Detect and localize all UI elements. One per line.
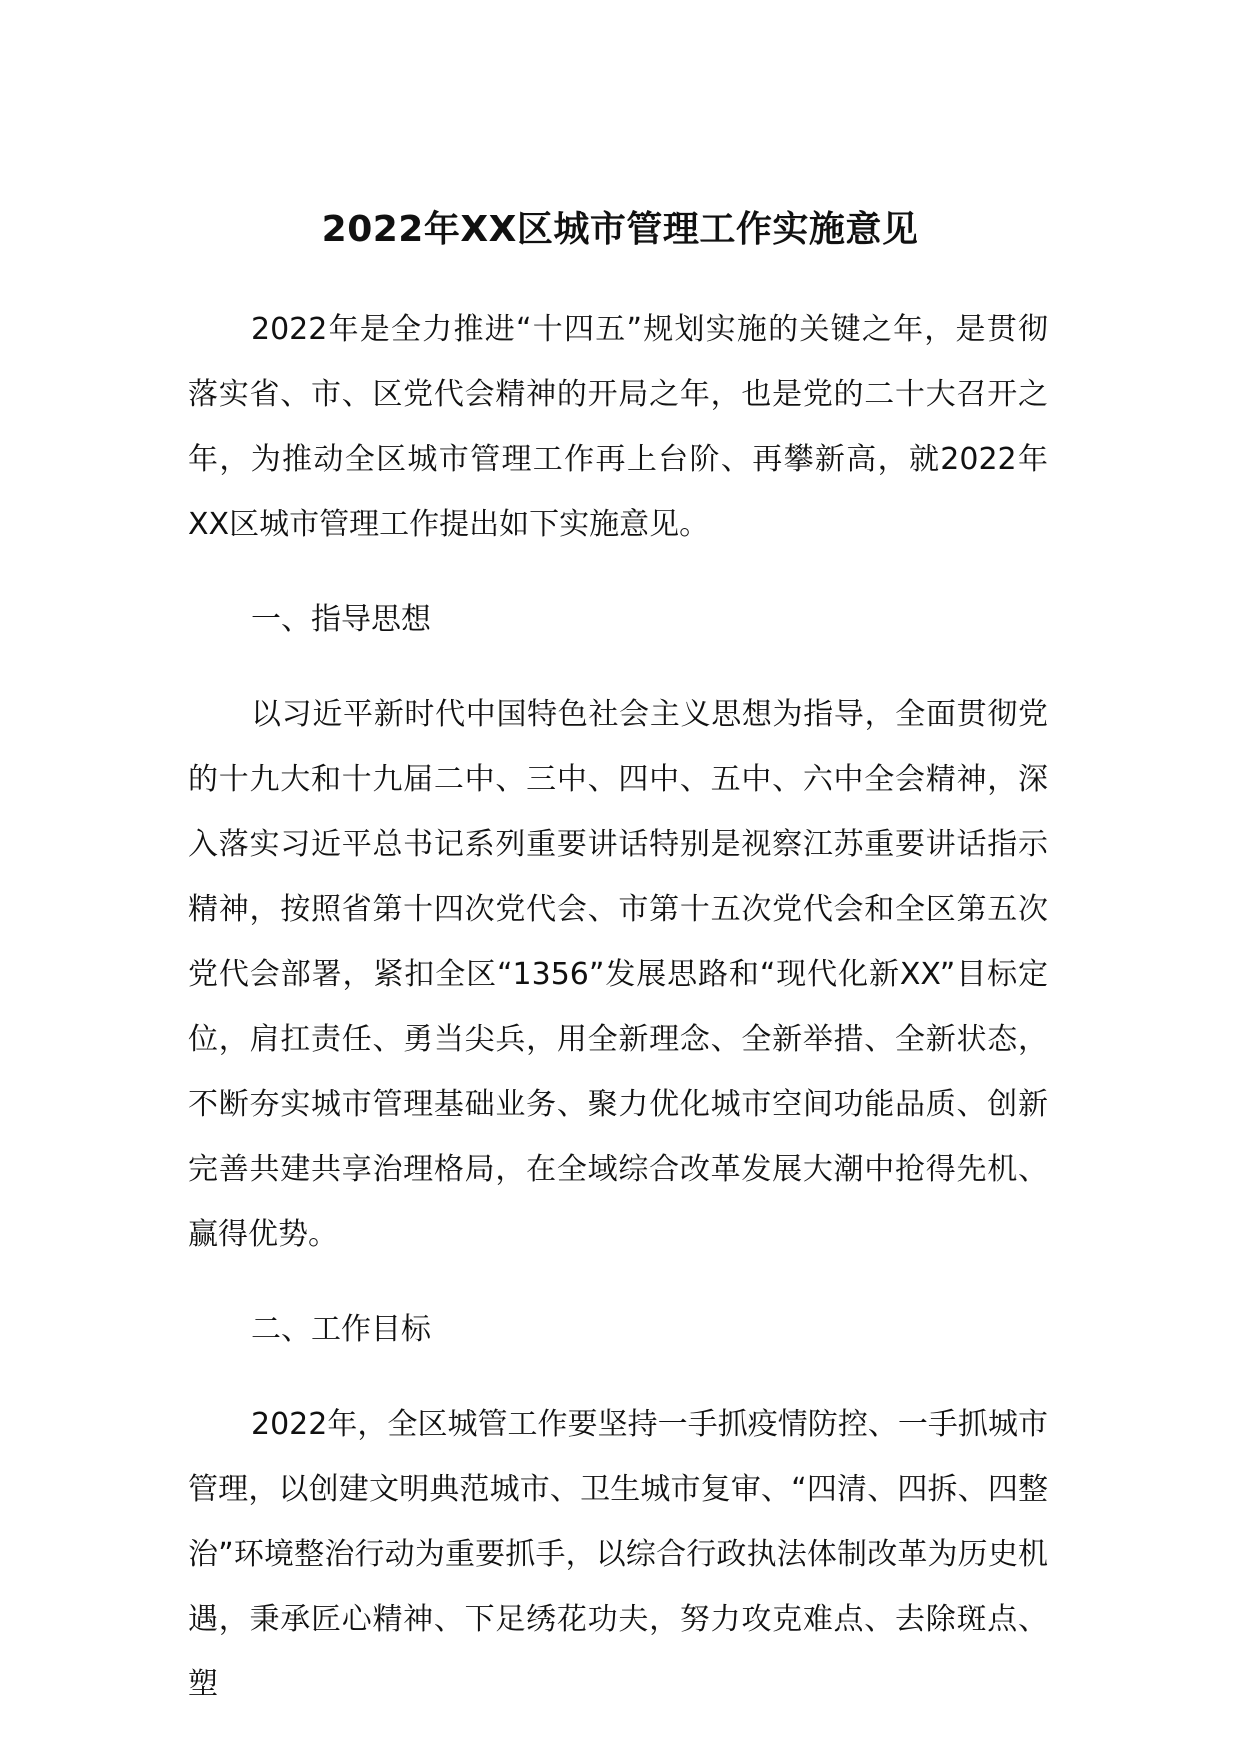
paragraph-gap: [188, 652, 1048, 682]
intro-paragraph: 2022年是全力推进“十四五”规划实施的关键之年，是贯彻落实省、市、区党代会精神的开局之年，也是党的二十大召开之年，为推动全区城市管理工作再上台阶、再攀新高，就2022年XX区城市管理工作提出如下实施意见。: [188, 312, 1048, 542]
section-heading-guiding-ideology: 一、指导思想: [251, 602, 431, 637]
paragraph-gap: [188, 557, 1048, 587]
work-goals-paragraph: 2022年，全区城管工作要坚持一手抓疫情防控、一手抓城市管理，以创建文明典范城市、卫生城市复审、“四清、四拆、四整治”环境整治行动为重要抓手，以综合行政执法体制改革为历史机遇，秉承匠心精神、下足绣花功夫，努力攻克难点、去除斑点、塑: [188, 1407, 1048, 1702]
paragraph-gap: [188, 1362, 1048, 1392]
guiding-ideology-paragraph: 以习近平新时代中国特色社会主义思想为指导，全面贯彻党的十九大和十九届二中、三中、四中、五中、六中全会精神，深入落实习近平总书记系列重要讲话特别是视察江苏重要讲话指示精神，按照省第十四次党代会、市第十五次党代会和全区第五次党代会部署，紧扣全区“1356”发展思路和“现代化新XX”目标定位，肩扛责任、勇当尖兵，用全新理念、全新举措、全新状态，不断夯实城市管理基础业务、聚力优化城市空间功能品质、创新完善共建共享治理格局，在全域综合改革发展大潮中抢得先机、赢得优势。: [188, 697, 1048, 1252]
document-body: [188, 297, 1048, 1717]
paragraph-gap: [188, 1267, 1048, 1297]
document-title: 2022年XX区城市管理工作实施意见: [321, 209, 919, 250]
section-heading-work-goals: 二、工作目标: [251, 1312, 431, 1347]
